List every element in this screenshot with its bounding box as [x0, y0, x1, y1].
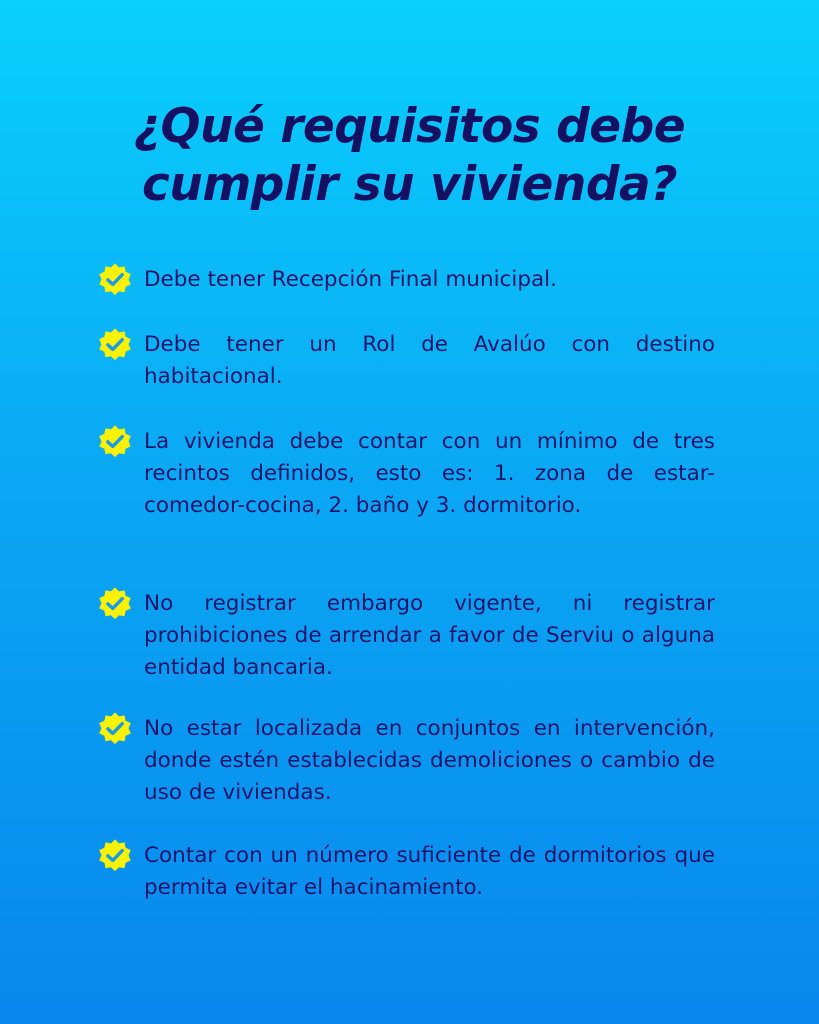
page-title-line-2: cumplir su vivienda?	[142, 157, 677, 212]
requirement-text: Debe tener Recepción Final municipal.	[144, 267, 557, 292]
requirement-text: Debe tener un Rol de Avalúo con destino habitacional.	[144, 332, 715, 389]
verified-check-badge-icon	[96, 838, 134, 876]
verified-check-badge-icon	[96, 262, 134, 300]
page-title	[0, 98, 819, 214]
verified-check-badge-icon	[96, 424, 134, 462]
requirement-text: La vivienda debe contar con un mínimo de tres recintos definidos, esto es: 1. zona de estar-comedor-cocina, 2. baño y 3. dormitorio.	[144, 429, 715, 518]
requirement-text: No estar localizada en conjuntos en intervención, donde estén establecidas demoliciones o cambio de uso de viviendas.	[144, 716, 715, 805]
verified-check-badge-icon	[96, 327, 134, 365]
requirement-text: No registrar embargo vigente, ni registrar prohibiciones de arrendar a favor de Serviu o alguna entidad bancaria.	[144, 591, 715, 680]
verified-check-badge-icon	[96, 711, 134, 749]
requirement-text: Contar con un número suficiente de dormitorios que permita evitar el hacinamiento.	[144, 843, 715, 900]
page-title-line-1: ¿Qué requisitos debe	[133, 99, 686, 154]
verified-check-badge-icon	[96, 586, 134, 624]
